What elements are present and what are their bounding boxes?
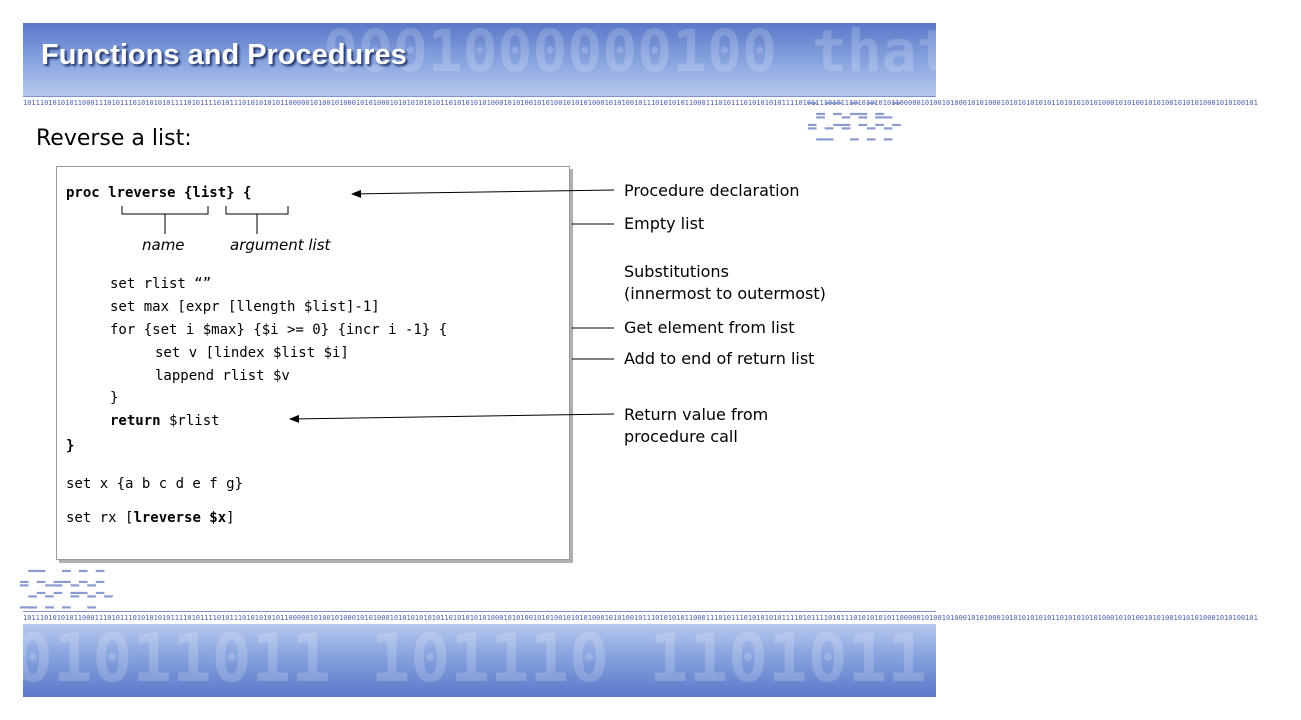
code-proc-line: proc lreverse {list} {: [66, 185, 252, 201]
set-rx-suffix: ]: [226, 510, 235, 526]
set-rx-prefix: set rx [: [66, 510, 134, 526]
binary-strip-bottom: 10111010101011000111010111010101010111101011110101110101010101100000101001010001010100010101010101011010101010100010101001010100101010100010101001011101010101100011101011101010101011110101111010111010101010110000010100101000101010001010101010101101010101010001010100101010010101010001010100101: [23, 611, 936, 624]
footer-banner: [13, 620, 936, 697]
label-argument-list: argument list: [230, 236, 331, 254]
annotation-add-to-end: Add to end of return list: [624, 349, 815, 368]
bracket-argument-list: [226, 206, 288, 234]
annotation-substitutions-line1: Substitutions: [624, 262, 729, 281]
annotation-return-line2: procedure call: [624, 427, 738, 446]
return-value: $rlist: [160, 413, 220, 429]
slide-subtitle: Reverse a list:: [36, 126, 192, 151]
slide-title: Functions and Procedures: [41, 39, 407, 71]
arrow-return-value: [290, 414, 614, 419]
code-line-set-max: set max [expr [llength $list]-1]: [110, 299, 380, 315]
bracket-name: [122, 206, 208, 234]
code-line-set-v: set v [lindex $list $i]: [155, 345, 349, 361]
annotation-get-element: Get element from list: [624, 318, 795, 337]
annotation-return-line1: Return value from: [624, 405, 769, 424]
footer-decoration: 01011011 101110 1101011: [13, 620, 927, 697]
annotation-procedure-declaration: Procedure declaration: [624, 181, 800, 200]
annotation-empty-list: Empty list: [624, 214, 705, 233]
code-line-for: for {set i $max} {$i >= 0} {incr i -1} {: [110, 322, 448, 338]
annotation-substitutions-line2: (innermost to outermost): [624, 284, 826, 303]
code-line-set-rlist: set rlist “”: [110, 276, 212, 292]
return-keyword: return: [110, 413, 161, 429]
code-line-close-for: }: [110, 390, 119, 406]
arrow-procedure-declaration: [352, 190, 614, 194]
code-line-set-x: set x {a b c d e f g}: [66, 476, 244, 492]
binary-strip-top: 10111010101011000111010111010101010111101011110101110101010101100000101001010001010100010101010101011010101010100010101001010100101010100010101001011101010101100011101011101010101011110101111010111010101010110000010100101000101010001010101010101101010101010001010100101010010101010001010100101: [23, 96, 936, 109]
circuit-pattern-bottom: ▁▔▔▁▁▔▁▔▁▔ ▔▁▔▁▔▔▁▔▁▔▁ ▁▁▔▁▔▁▔▔▁▔: [20, 571, 113, 609]
circuit-pattern-top: ▔▁▔▔▁▔▁▔▁▁▔ ▁▔▁▔▁▔▔▁▔▁ ▔▁▁▔▔▁▔▁▔▁▔: [808, 103, 901, 141]
banner-decoration: 0001000000100 that rec 01011: [323, 17, 1301, 85]
lreverse-call: lreverse $x: [133, 510, 227, 526]
code-line-lappend: lappend rlist $v: [155, 368, 290, 384]
label-name: name: [142, 236, 185, 254]
code-line-close-proc: }: [66, 438, 75, 454]
